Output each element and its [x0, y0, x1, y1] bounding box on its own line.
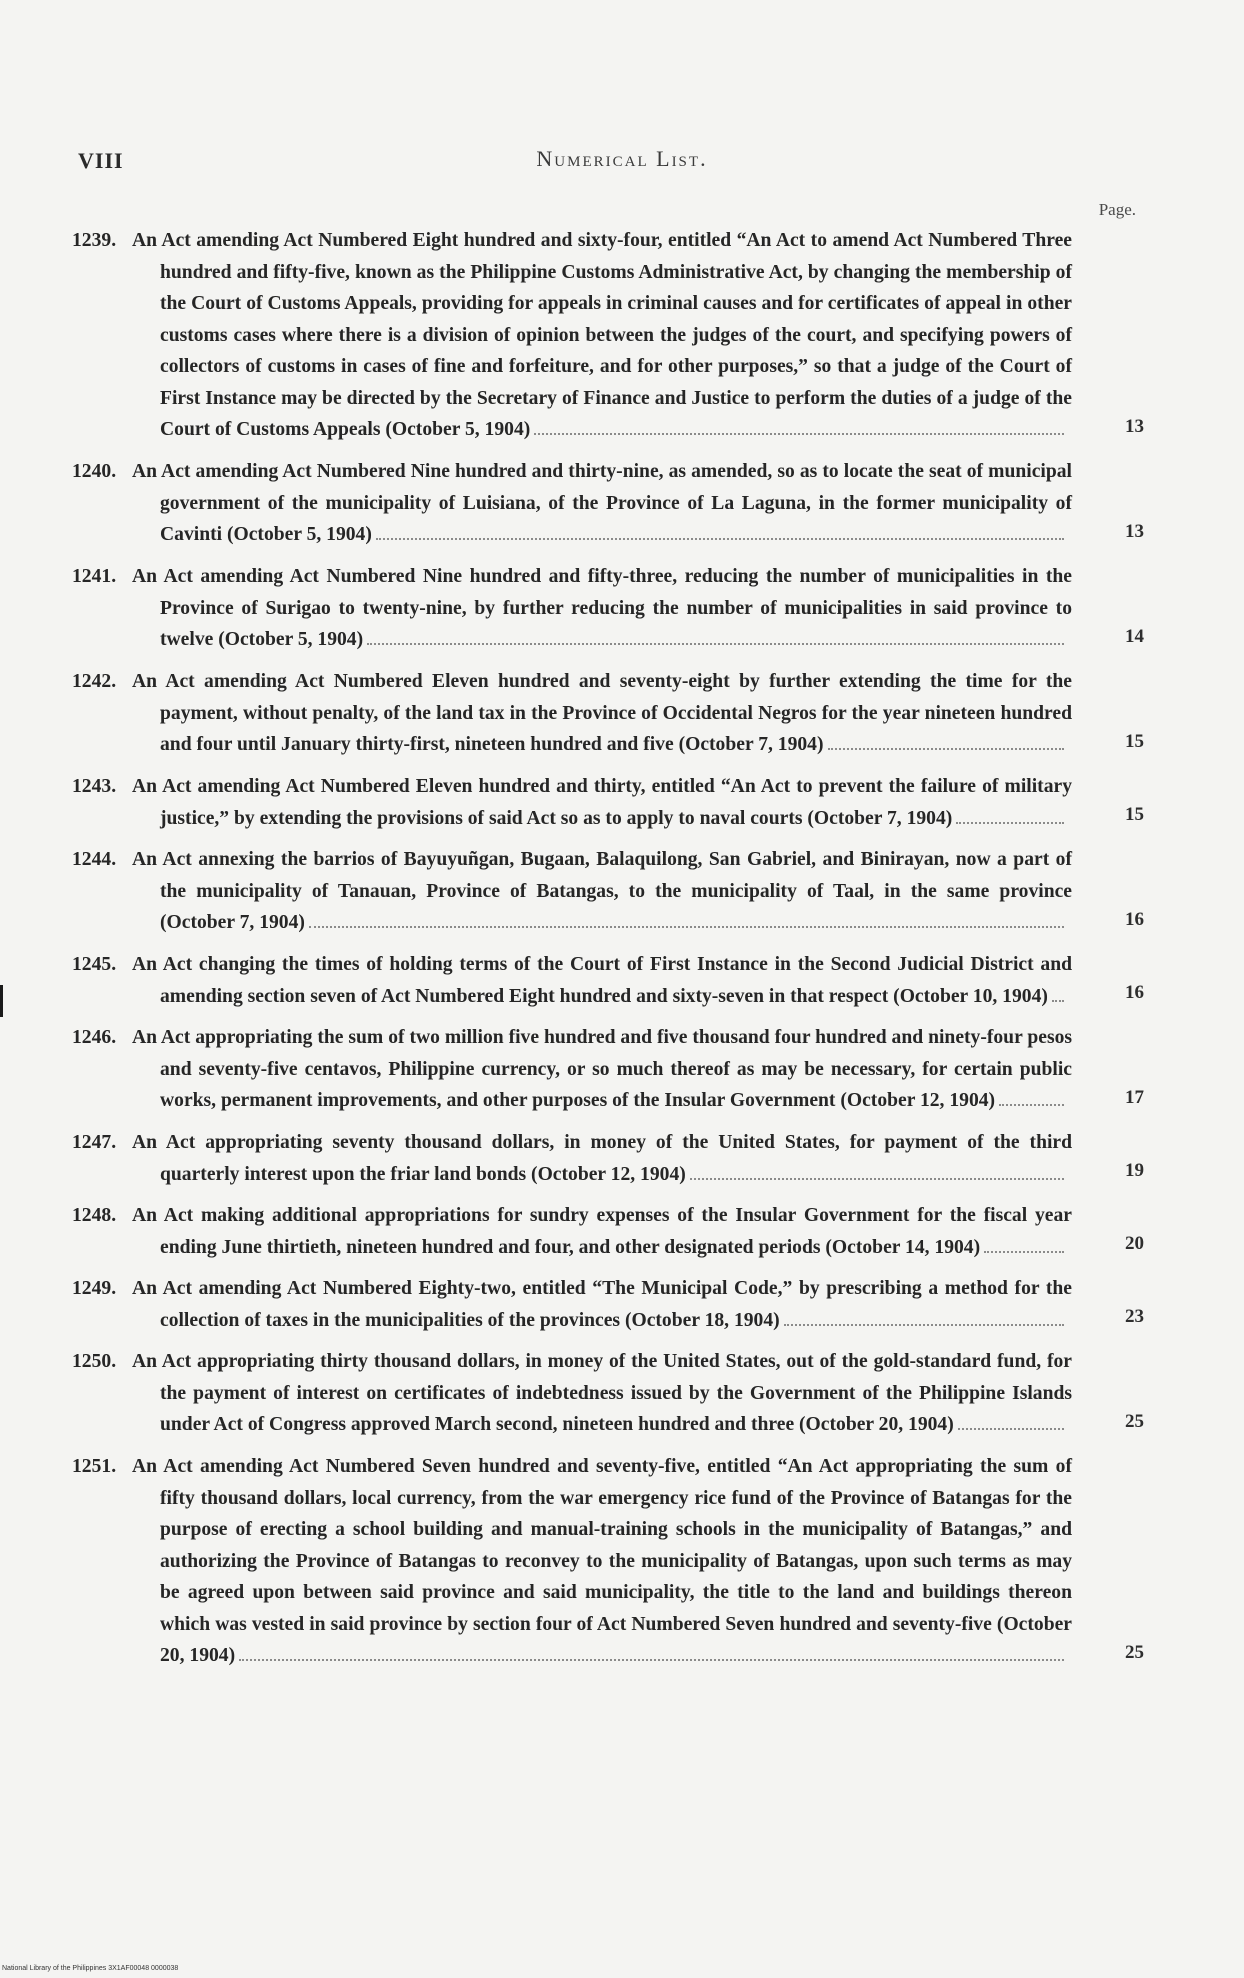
- page-ref: 13: [1125, 416, 1144, 437]
- page-ref: 17: [1125, 1087, 1144, 1108]
- list-item: [72, 225, 1144, 446]
- act-title: An Act amending Act Numbered Eleven hundred and thirty, entitled “An Act to prevent the failure of military justice,” by extending the provisions of said Act so as to apply to naval courts (October 7, 1904): [132, 776, 1072, 829]
- list-item: [72, 771, 1144, 834]
- dot-leader: [239, 1645, 1064, 1661]
- act-title: An Act making additional appropriations for sundry expenses of the Insular Government for the fiscal year ending June thirtieth, nineteen hundred and four, and other designated periods (October 14, 1904): [132, 1205, 1072, 1258]
- scan-edge-mark: [0, 985, 3, 1017]
- act-number: 1244.: [72, 849, 117, 870]
- act-number: 1248.: [72, 1205, 117, 1226]
- act-number: 1239.: [72, 230, 117, 251]
- act-title: An Act amending Act Numbered Eighty-two, entitled “The Municipal Code,” by prescribing a method for the collection of taxes in the municipalities of the provinces (October 18, 1904): [132, 1278, 1072, 1331]
- act-title: An Act appropriating the sum of two million five hundred and five thousand four hundred and ninety-four pesos and seventy-five centavos, Philippine currency, or so much thereof as may be necessary, for certain public works, permanent improvements, and other purposes of the Insular Government (October 12, 1904): [132, 1027, 1072, 1111]
- act-number: 1243.: [72, 776, 117, 797]
- list-item: [72, 1273, 1144, 1336]
- dot-leader: [958, 1414, 1064, 1430]
- list-item: [72, 949, 1144, 1012]
- list-item: [72, 666, 1144, 761]
- page-ref: 23: [1125, 1306, 1144, 1327]
- list-item: [72, 1346, 1144, 1441]
- list-item: [72, 1200, 1144, 1263]
- dot-leader: [999, 1090, 1064, 1106]
- page-ref: 25: [1125, 1411, 1144, 1432]
- act-number: 1242.: [72, 671, 117, 692]
- page-title: Numerical List.: [536, 146, 708, 171]
- dot-leader: [984, 1237, 1064, 1253]
- dot-leader: [376, 524, 1064, 540]
- act-number: 1250.: [72, 1351, 117, 1372]
- list-item: [72, 1022, 1144, 1117]
- page-ref: 15: [1125, 804, 1144, 825]
- act-title: An Act appropriating thirty thousand dollars, in money of the United States, out of the gold-standard fund, for the payment of interest on certificates of indebtedness issued by the Government of the Philippine Islands under Act of Congress approved March second, nineteen hundred and three (October 20, 1904): [132, 1351, 1072, 1435]
- page-ref: 25: [1125, 1642, 1144, 1663]
- page-ref: 20: [1125, 1233, 1144, 1254]
- dot-leader: [956, 808, 1064, 824]
- list-item: [72, 1451, 1144, 1672]
- page-header: [0, 140, 1244, 180]
- act-number: 1245.: [72, 954, 117, 975]
- act-title: An Act changing the times of holding terms of the Court of First Instance in the Second Judicial District and amending section seven of Act Numbered Eight hundred and sixty-seven in that respect (October 10, 1904): [132, 954, 1072, 1007]
- page-ref: 14: [1125, 626, 1144, 647]
- act-number: 1240.: [72, 461, 117, 482]
- dot-leader: [690, 1164, 1064, 1180]
- dot-leader: [784, 1310, 1064, 1326]
- act-title: An Act amending Act Numbered Nine hundred and fifty-three, reducing the number of municipalities in the Province of Surigao to twenty-nine, by further reducing the number of municipalities in said province to twelve (October 5, 1904): [132, 566, 1072, 650]
- act-title: An Act annexing the barrios of Bayuyuñgan, Bugaan, Balaquilong, San Gabriel, and Binirayan, now a part of the municipality of Tanauan, Province of Batangas, to the municipality of Taal, in the same province (October 7, 1904): [132, 849, 1072, 933]
- act-title: An Act appropriating seventy thousand dollars, in money of the United States, for payment of the third quarterly interest upon the friar land bonds (October 12, 1904): [132, 1132, 1072, 1185]
- dot-leader: [309, 912, 1064, 928]
- list-item: [72, 456, 1144, 551]
- page-ref: 19: [1125, 1160, 1144, 1181]
- list-item: [72, 844, 1144, 939]
- act-title: An Act amending Act Numbered Eight hundred and sixty-four, entitled “An Act to amend Act Numbered Three hundred and fifty-five, known as the Philippine Customs Administrative Act, by changing the membership of the Court of Customs Appeals, providing for appeals in criminal causes and for certificates of appeal in other customs cases where there is a division of opinion between the judges of the court, and specifying powers of collectors of customs in cases of fine and forfeiture, and for other purposes,” so that a judge of the Court of First Instance may be directed by the Secretary of Finance and Justice to perform the duties of a judge of the Court of Customs Appeals (October 5, 1904): [132, 230, 1072, 440]
- act-number: 1251.: [72, 1456, 117, 1477]
- act-number: 1241.: [72, 566, 117, 587]
- page-ref: 13: [1125, 521, 1144, 542]
- list-item: [72, 1127, 1144, 1190]
- dot-leader: [1052, 986, 1064, 1002]
- page-column-label: Page.: [1098, 200, 1136, 219]
- page-number: VIII: [78, 148, 124, 173]
- act-title: An Act amending Act Numbered Nine hundred and thirty-nine, as amended, so as to locate the seat of municipal government of the municipality of Luisiana, of the Province of La Laguna, in the former municipality of Cavinti (October 5, 1904): [132, 461, 1072, 545]
- list-item: [72, 561, 1144, 656]
- dot-leader: [367, 629, 1064, 645]
- act-number: 1249.: [72, 1278, 117, 1299]
- page-ref: 15: [1125, 731, 1144, 752]
- act-title: An Act amending Act Numbered Seven hundred and seventy-five, entitled “An Act appropriating the sum of fifty thousand dollars, local currency, from the war emergency rice fund of the Province of Batangas for the purpose of erecting a school building and manual-training schools in the municipality of Batangas,” and authorizing the Province of Batangas to reconvey to the municipality of Batangas, upon such terms as may be agreed upon between said province and said municipality, the title to the land and buildings thereon which was vested in said province by section four of Act Numbered Seven hundred and seventy-five (October 20, 1904): [132, 1456, 1072, 1666]
- act-number: 1247.: [72, 1132, 117, 1153]
- scan-footer: National Library of the Philippines 3X1AF00048 0000038: [2, 1965, 179, 1972]
- act-title: An Act amending Act Numbered Eleven hundred and seventy-eight by further extending the time for the payment, without penalty, of the land tax in the Province of Occidental Negros for the year nineteen hundred and four until January thirty-first, nineteen hundred and five (October 7, 1904): [132, 671, 1072, 755]
- page-ref: 16: [1125, 909, 1144, 930]
- dot-leader: [534, 419, 1064, 435]
- dot-leader: [828, 734, 1065, 750]
- page-ref: 16: [1125, 982, 1144, 1003]
- act-number: 1246.: [72, 1027, 117, 1048]
